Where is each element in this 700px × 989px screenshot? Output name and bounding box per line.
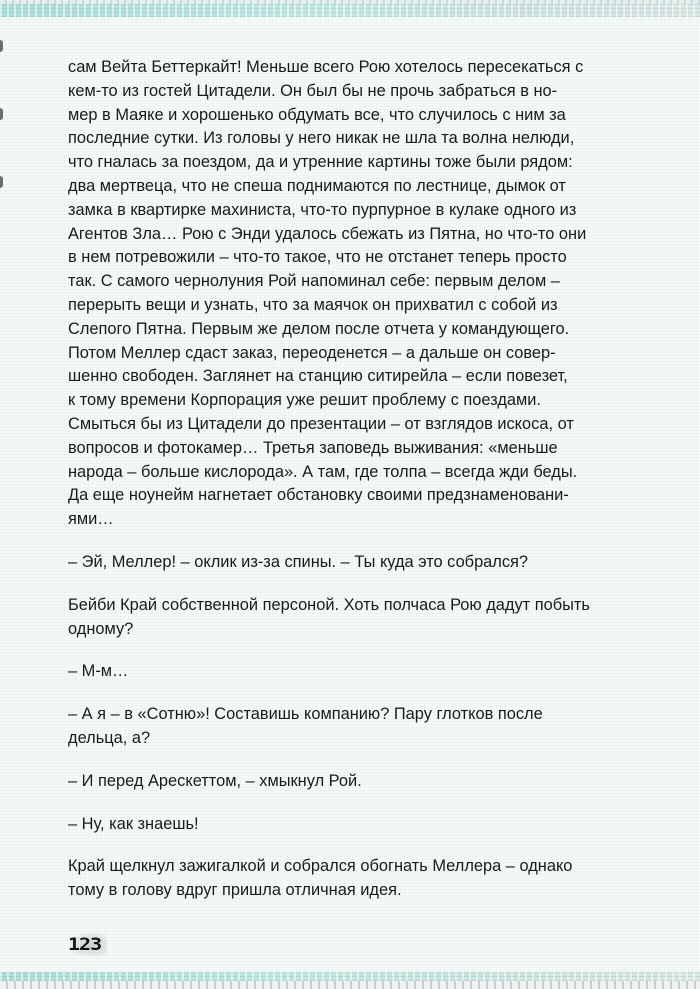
text-line: одному?	[68, 619, 134, 638]
paragraph-narration-3	[68, 855, 588, 903]
text-line: – Ну, как знаешь!	[68, 814, 199, 833]
binding-edge	[0, 0, 6, 989]
text-line: – И перед Арескеттом, – хмыкнул Рой.	[68, 771, 362, 790]
page-body-text	[68, 56, 588, 922]
text-line: Потом Меллер сдаст заказ, переоденется – а дальше он совер-	[68, 343, 556, 362]
paragraph-dialogue-3	[68, 703, 588, 751]
text-line: – А я – в «Сотню»! Составишь компанию? Пару глотков после	[68, 705, 543, 724]
paragraph-dialogue-1	[68, 551, 588, 575]
text-line: шенно свободен. Заглянет на станцию ситирейла – если повезет,	[68, 367, 568, 386]
text-line: Бейби Край собственной персоной. Хоть полчаса Рою дадут побыть	[68, 595, 590, 614]
paragraph-dialogue-2	[68, 660, 588, 684]
bottom-border-texture	[0, 981, 700, 989]
text-line: к тому времени Корпорация уже решит проблему с поездами.	[68, 391, 541, 410]
text-line: Да еще ноунейм нагнетает обстановку своими предзнаменовани-	[68, 486, 569, 505]
paragraph-dialogue-4	[68, 770, 588, 794]
text-line: что гналась за поездом, да и утренние картины тоже были рядом:	[68, 153, 573, 172]
text-line: – Эй, Меллер! – оклик из-за спины. – Ты куда это собрался?	[68, 552, 529, 571]
text-line: перерыть вещи и узнать, что за маячок он прихватил с собой из	[68, 295, 558, 314]
text-line: замка в квартирке махиниста, что-то пурпурное в кулаке одного из	[68, 200, 577, 219]
text-line: вопросов и фотокамер… Третья заповедь выживания: «меньше	[68, 438, 558, 457]
text-line: Край щелкнул зажигалкой и собрался обогнать Меллера – однако	[68, 857, 573, 876]
text-line: мер в Маяке и хорошенько обдумать все, что случилось с ним за	[68, 105, 566, 124]
text-line: так. С самого чернолуния Рой напоминал себе: первым делом –	[68, 272, 560, 291]
text-line: последние сутки. Из головы у него никак не шла та волна нелюди,	[68, 129, 575, 148]
text-line: два мертвеца, что не спеша поднимаются по лестнице, дымок от	[68, 176, 566, 195]
text-line: тому в голову вдруг пришла отличная идея.	[68, 881, 402, 900]
text-line: кем-то из гостей Цитадели. Он был бы не прочь забраться в но-	[68, 81, 558, 100]
text-line: в нем потревожили – что-то такое, что не отстанет теперь просто	[68, 248, 567, 267]
paragraph-narration-1	[68, 56, 588, 532]
bottom-decorative-band	[0, 972, 700, 981]
binding-hole	[0, 40, 3, 52]
text-line: Слепого Пятна. Первым же делом после отчета у командующего.	[68, 319, 570, 338]
binding-hole	[0, 108, 3, 120]
text-line: ями…	[68, 510, 114, 529]
text-line: дельца, а?	[68, 728, 151, 747]
text-line: Смыться бы из Цитадели до презентации – от взглядов искоса, от	[68, 414, 574, 433]
top-decorative-band	[0, 4, 700, 17]
text-line: народа – больше кислорода». А там, где толпа – всегда жди беды.	[68, 462, 578, 481]
text-line: – М-м…	[68, 662, 129, 681]
paragraph-dialogue-5	[68, 813, 588, 837]
binding-hole	[0, 176, 3, 188]
paragraph-narration-2	[68, 594, 588, 642]
page-number: 123	[68, 932, 107, 956]
text-line: Агентов Зла… Рою с Энди удалось сбежать из Пятна, но что-то они	[68, 224, 587, 243]
text-line: сам Вейта Беттеркайт! Меньше всего Рою хотелось пересекаться с	[68, 58, 584, 76]
